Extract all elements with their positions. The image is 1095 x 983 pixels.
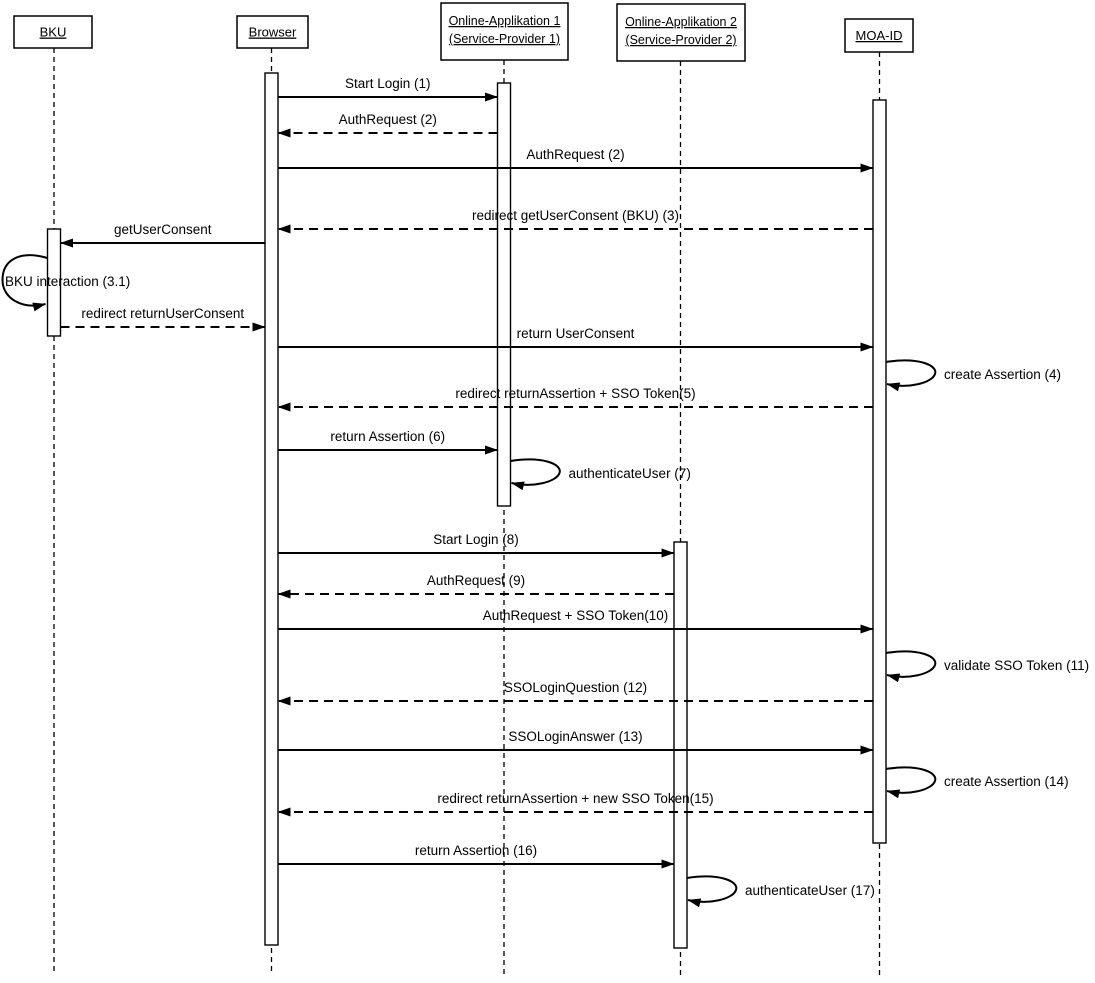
message-17-label: SSOLoginQuestion (12) — [503, 680, 648, 695]
activation-bar-oa1 — [498, 83, 511, 506]
message-18-label: SSOLoginAnswer (13) — [508, 729, 643, 744]
self-message-19-label: create Assertion (14) — [944, 774, 1069, 789]
actor-label-moaid: MOA-ID — [855, 28, 903, 43]
message-3-label: AuthRequest (2) — [526, 147, 625, 162]
actor-label-bku: BKU — [39, 24, 67, 40]
message-11-label: return Assertion (6) — [330, 429, 446, 444]
self-message-9-label: create Assertion (4) — [944, 367, 1062, 382]
self-message-12-loop — [511, 459, 560, 484]
self-message-19-loop — [886, 767, 935, 792]
message-21-label: return Assertion (16) — [414, 843, 538, 858]
actor-label-browser: Browser — [248, 24, 297, 40]
activation-bar-moaid — [873, 100, 886, 843]
message-20-label: redirect returnAssertion + new SSO Token(15) — [437, 791, 714, 806]
message-1-label: Start Login (1) — [344, 76, 431, 91]
self-message-12-label: authenticateUser (7) — [568, 466, 691, 481]
activation-bar-oa2 — [674, 542, 687, 948]
actor-label-oa2-line2: (Service-Provider 2) — [625, 33, 737, 47]
message-13-label: Start Login (8) — [433, 532, 519, 547]
message-4-label: redirect getUserConsent (BKU) (3) — [471, 208, 680, 223]
self-message-6-label: BKU interaction (3.1) — [5, 274, 131, 289]
actor-label-oa2-line1: Online-Applikation 2 — [625, 15, 737, 29]
message-5-label: getUserConsent — [113, 222, 212, 237]
self-message-16-label: validate SSO Token (11) — [944, 658, 1090, 673]
message-10-label: redirect returnAssertion + SSO Token(5) — [455, 386, 696, 401]
self-message-9-loop — [886, 360, 935, 385]
self-message-16-loop — [886, 651, 935, 676]
self-message-22-label: authenticateUser (17) — [745, 883, 875, 898]
actor-label-oa1-line1: Online-Applikation 1 — [448, 14, 561, 28]
activation-bar-browser — [265, 73, 278, 945]
message-15-label: AuthRequest + SSO Token(10) — [482, 608, 669, 623]
message-14-label: AuthRequest (9) — [426, 573, 526, 588]
actor-label-oa1-line2: (Service-Provider 1) — [448, 32, 561, 46]
self-message-22-loop — [687, 876, 736, 901]
message-7-label: redirect returnUserConsent — [81, 306, 245, 321]
message-2-label: AuthRequest (2) — [338, 112, 437, 127]
message-8-label: return UserConsent — [516, 326, 635, 341]
